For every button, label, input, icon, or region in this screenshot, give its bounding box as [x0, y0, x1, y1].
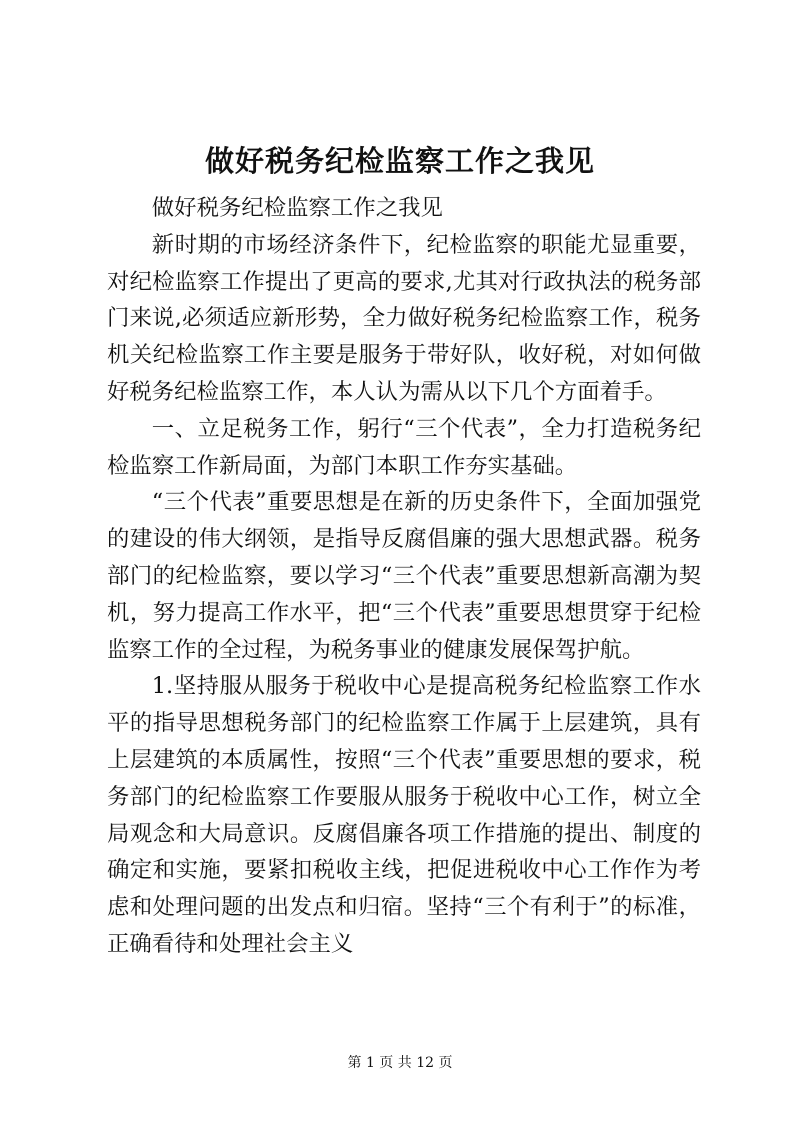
paragraph-point-one: 1.坚持服从服务于税收中心是提高税务纪检监察工作水平的指导思想税务部门的纪检监察工作属于上层建筑，具有上层建筑的本质属性，按照“三个代表”重要思想的要求，税务部门的纪检监察工作要服从服务于税收中心工作，树立全局观念和大局意识。反腐倡廉各项工作措施的提出、制度的确定和实施，要紧扣税收主线，把促进税收中心工作作为考虑和处理问题的出发点和归宿。坚持“三个有利于”的标准，正确看待和处理社会主义 [107, 673, 701, 957]
document-body [107, 190, 701, 963]
page-footer: 第 1 页 共 12 页 [347, 1055, 453, 1071]
paragraph-intro: 新时期的市场经济条件下，纪检监察的职能尤显重要，对纪检监察工作提出了更高的要求,尤其对行政执法的税务部门来说,必须适应新形势，全力做好税务纪检监察工作，税务机关纪检监察工作主要是服务于带好队，收好税，对如何做好税务纪检监察工作，本人认为需从以下几个方面着手。 [107, 231, 701, 405]
document-title: 做好税务纪检监察工作之我见 [204, 144, 595, 178]
paragraph-section-one-heading: 一、立足税务工作，躬行“三个代表”，全力打造税务纪检监察工作新局面，为部门本职工作夯实基础。 [107, 415, 701, 479]
paragraph-three-represents: “三个代表”重要思想是在新的历史条件下，全面加强党的建设的伟大纲领，是指导反腐倡廉的强大思想武器。税务部门的纪检监察，要以学习“三个代表”重要思想新高潮为契机，努力提高工作水平，把“三个代表”重要思想贯穿于纪检监察工作的全过程，为税务事业的健康发展保驾护航。 [107, 489, 701, 663]
paragraph-subtitle: 做好税务纪检监察工作之我见 [151, 195, 443, 221]
